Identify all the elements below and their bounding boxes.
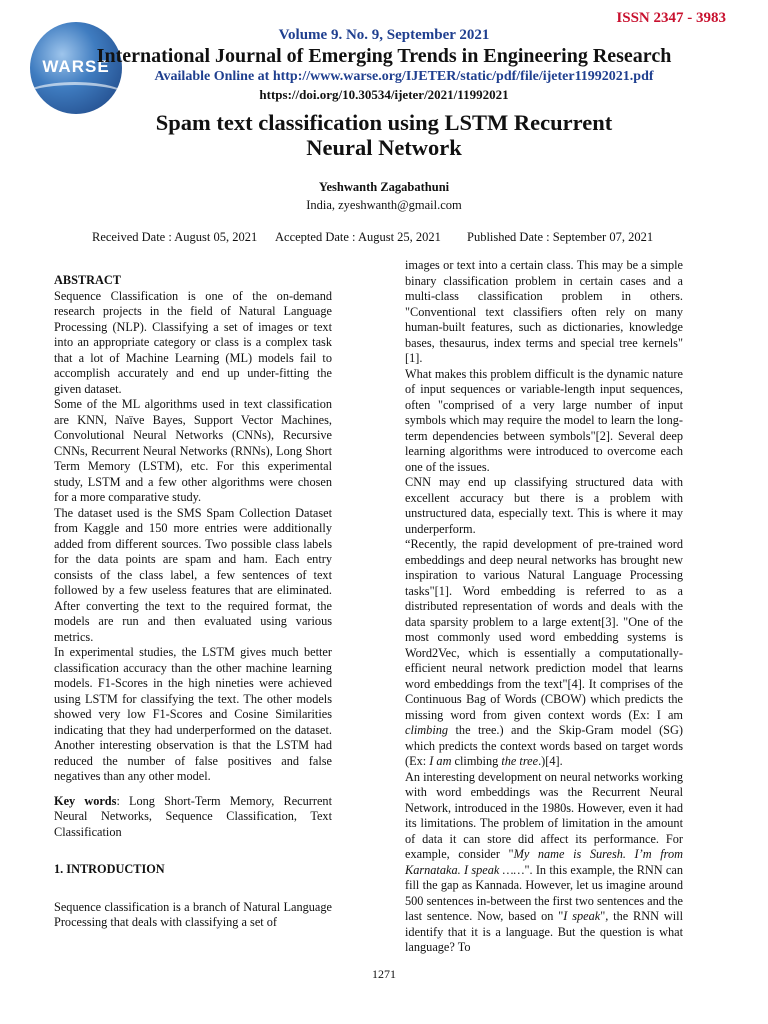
volume-info: Volume 9. No. 9, September 2021 [278, 27, 490, 43]
left-column [54, 273, 332, 931]
accepted-date: Accepted Date : August 25, 2021 [275, 230, 441, 244]
paper-title [0, 110, 768, 160]
body-paragraph [405, 770, 683, 956]
right-column [405, 258, 683, 956]
italic-run: I speak [563, 909, 601, 923]
text-run: the tree.) and the Skip-Gram model (SG) which predicts the context words based on target words (Ex: [405, 723, 683, 768]
author-name: Yeshwanth Zagabathuni [318, 180, 450, 194]
text-run: An interesting development on neural networks working with word embeddings was the Recurrent Neural Network, introduced in the 1980s. However, even it had its limitations. The problem of limitation in the amount of data it can store did affect its performance. For example, consider " [405, 769, 683, 861]
abstract-paragraph: Sequence Classification is one of the on-demand research projects in the field of Natural Language Processing (NLP). Classifying a set of images or text into an appropriate category or class is a complex task that a lot of Machine Learning (ML) models fail to accomplish accurately and end up under-fitting the given dataset. [54, 288, 332, 396]
keywords-label: Key words [54, 793, 117, 808]
italic-run: the tree [501, 754, 539, 768]
body-paragraph [405, 537, 683, 770]
body-paragraph: images or text into a certain class. This may be a simple binary classification problem in certain cases and a multi-class classification problem in others. "Conventional text classifiers often rely on many human-built features, such as dictionaries, knowledge bases, thesaurus, index terms and special tree kernels"[1]. [405, 258, 683, 365]
italic-run: My name is Suresh. I’m from Karnataka. I speak …… [405, 847, 683, 877]
italic-run: climbing [405, 723, 449, 737]
journal-title: International Journal of Emerging Trends in Engineering Research [96, 45, 672, 67]
body-paragraph: CNN may end up classifying structured data with excellent accuracy but there is a problem with unstructured data, especially text. This is where it may underperform. [405, 475, 683, 536]
issn-label: ISSN 2347 - 3983 [616, 10, 726, 26]
text-run: ", the RNN will identify that it is a language. But the question is what language? To [405, 909, 683, 954]
received-date: Received Date : August 05, 2021 [92, 230, 258, 244]
paper-title-line-1: Spam text classification using LSTM Recurrent [155, 110, 613, 135]
abstract-heading: ABSTRACT [54, 273, 121, 287]
italic-run: I am [429, 754, 452, 768]
text-run: “Recently, the rapid development of pre-trained word embeddings and deep neural networks has brought new inspiration to various Natural Language Processing tasks"[1]. Word embedding is referred to as a distributed representation of words and deals with the data sparsity problem to a large extent[3]. "One of the most commonly used word embedding systems is Word2Vec, which is essentially a computationally-efficient neural network prediction model that learns word embeddings from the text"[4]. It comprises of the Continuous Bag of Words (CBOW) which predicts the missing word from given context words (Ex: I am [405, 537, 683, 722]
abstract-paragraph: In experimental studies, the LSTM gives much better classification accuracy than the other machine learning models. F1-Scores in the high nineties were achieved using LSTM for classifying the text. The other models showed very low F1-Scores and Cosine Similarities indicating that they had underperformed on the dataset. Another interesting observation is that the LSTM had reduced the number of false positives and false negatives than any other model. [54, 645, 332, 783]
published-date: Published Date : September 07, 2021 [467, 230, 654, 244]
available-online-link[interactable]: Available Online at http://www.warse.org/IJETER/static/pdf/file/ijeter11992021.pdf [154, 69, 654, 84]
text-run: .)[4]. [538, 754, 563, 768]
abstract-paragraph: Some of the ML algorithms used in text classification are KNN, Naïve Bayes, Support Vector Machines, Convolutional Neural Networks (CNNs), Recursive CNNs, Recurrent Neural Networks (RNNs), Long Short Term Memory (LSTM), etc. For this experimental study, LSTM and a few other algorithms were chosen for a more comparative study. [54, 397, 332, 504]
text-run: ". In this example, the RNN can fill the gap as Kannada. However, let us imagine around 500 sentences in-between the first two sentences and the last sentence. Now, based on " [405, 862, 683, 923]
introduction-heading: 1. INTRODUCTION [54, 862, 165, 876]
doi-link[interactable]: https://doi.org/10.30534/ijeter/2021/11992021 [259, 87, 509, 102]
logo-text: WARSE [42, 57, 110, 76]
body-paragraph: What makes this problem difficult is the dynamic nature of input sequences or variable-length input sequences, often "comprised of a very large number of input symbols which may require the model to learn the long-term dependencies between symbols"[2]. Several deep learning algorithms were introduced to overcome each one of the issues. [405, 366, 683, 474]
intro-paragraph: Sequence classification is a branch of Natural Language Processing that deals with classifying a set of [54, 899, 332, 929]
abstract-paragraph: The dataset used is the SMS Spam Collection Dataset from Kaggle and 150 more entries were additionally added from different sources. Two possible class labels for the data points are spam and ham. Each entry consists of the class label, a few sentences of text followed by a few useless features that are eliminated. After converting the text to the required format, the models are run and then evaluated using various metrics. [54, 505, 332, 644]
page-number: 1271 [372, 967, 396, 981]
author-affiliation: India, zyeshwanth@gmail.com [306, 198, 462, 212]
paper-title-line-2: Neural Network [306, 135, 462, 160]
keywords [54, 794, 332, 841]
text-run: climbing [451, 754, 502, 768]
keywords-text: : Long Short-Term Memory, Recurrent Neural Networks, Sequence Classification, Text Classification [54, 793, 332, 839]
